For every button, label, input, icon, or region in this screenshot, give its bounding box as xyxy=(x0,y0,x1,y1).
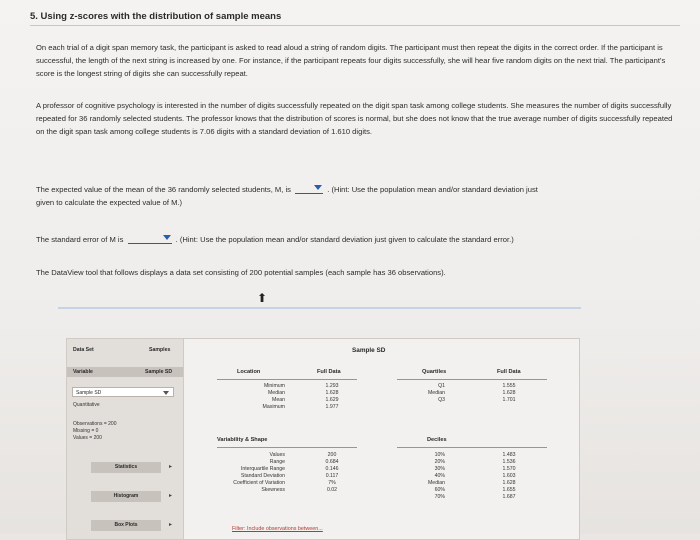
quartiles-divider xyxy=(397,379,547,380)
decile-label: 40% xyxy=(434,473,445,479)
chevron-down-icon xyxy=(314,185,322,190)
quartile-label-q1: Q1 xyxy=(438,383,445,389)
deciles-divider xyxy=(397,447,547,448)
quartile-value-q3: 1.701 xyxy=(502,397,516,403)
question-standard-error-text: The standard error of M is xyxy=(36,235,124,244)
deciles-header: Deciles xyxy=(427,437,447,443)
observations-count: Observations = 200 xyxy=(73,421,117,427)
variability-label: Coefficient of Variation xyxy=(233,480,285,486)
location-value-max: 1.977 xyxy=(325,404,339,410)
divider xyxy=(30,25,680,26)
sample-sd-label: Sample SD xyxy=(145,369,173,375)
variability-value: 0.684 xyxy=(325,459,339,465)
data-set-label: Data Set xyxy=(73,347,94,353)
expected-value-dropdown[interactable] xyxy=(295,184,323,194)
chevron-right-icon: ▸ xyxy=(169,493,173,499)
section-title: 5. Using z-scores with the distribution of sample means xyxy=(30,11,282,22)
separator-line xyxy=(58,307,581,309)
quartile-label-q3: Q3 xyxy=(438,397,445,403)
stats-title: Sample SD xyxy=(352,347,386,354)
box-plots-button[interactable]: Box Plots xyxy=(91,520,161,531)
dataview-tool xyxy=(66,338,580,540)
intro-paragraph: On each trial of a digit span memory task, the participant is asked to read aloud a string of random digits. The participant must then repeat the digits in the correct order. If the participant is successful, the length of the next string is increased by one. For instance, if the participant repeats four digits successfully, she will hear five random digits on the next trial. The participant's score is the longest string of digits she can successfully repeat. xyxy=(36,43,666,79)
decile-label: 70% xyxy=(434,494,445,500)
variability-label: Standard Deviation xyxy=(240,473,285,479)
variability-label: Values xyxy=(269,452,285,458)
variable-select[interactable] xyxy=(72,387,174,397)
variability-header: Variability & Shape xyxy=(217,437,268,443)
decile-label: Median xyxy=(427,480,445,486)
quartile-label-median: Median xyxy=(427,390,445,396)
chevron-down-icon xyxy=(163,235,171,240)
standard-error-dropdown[interactable] xyxy=(128,234,172,244)
values-count: Values = 200 xyxy=(73,435,102,441)
variability-label: Range xyxy=(269,459,285,465)
location-label-max: Maximum xyxy=(262,404,285,410)
missing-count: Missing = 0 xyxy=(73,428,99,434)
variability-value: 0.02 xyxy=(326,487,338,493)
quartiles-col-header: Full Data xyxy=(497,369,521,375)
decile-value: 1.687 xyxy=(502,494,516,500)
dataview-intro: The DataView tool that follows displays a data set consisting of 200 potential samples (each sample has 36 observations). xyxy=(36,268,446,277)
variability-label: Skewness xyxy=(261,487,285,493)
decile-value: 1.536 xyxy=(502,459,516,465)
samples-label: Samples xyxy=(149,347,171,353)
question-expected-value-hint-2: given to calculate the expected value of M.) xyxy=(36,198,183,207)
variability-value: 7% xyxy=(328,480,336,486)
filter-link[interactable]: Filter: Include observations between... xyxy=(232,526,323,532)
chevron-right-icon: ▸ xyxy=(169,522,173,528)
location-value-min: 1.293 xyxy=(325,383,339,389)
decile-label: 10% xyxy=(434,452,445,458)
decile-label: 20% xyxy=(434,459,445,465)
location-label-median: Median xyxy=(267,390,285,396)
location-label-mean: Mean xyxy=(272,397,285,403)
quartile-value-q1: 1.555 xyxy=(502,383,516,389)
quartiles-header: Quartiles xyxy=(422,369,447,375)
decile-label: 30% xyxy=(434,466,445,472)
variability-value: 200 xyxy=(327,452,337,458)
decile-value: 1.483 xyxy=(502,452,516,458)
variable-select-value: Sample SD xyxy=(76,390,102,396)
question-expected-value-hint: . (Hint: Use the population mean and/or standard deviation just xyxy=(327,185,538,194)
decile-value: 1.655 xyxy=(502,487,516,493)
location-col-header: Full Data xyxy=(317,369,341,375)
location-value-median: 1.628 xyxy=(325,390,339,396)
quartile-value-median: 1.628 xyxy=(502,390,516,396)
decile-value: 1.570 xyxy=(502,466,516,472)
scenario-paragraph: A professor of cognitive psychology is interested in the number of digits successfully repeated on the digit span task among college students. She measures the number of digits successfully repeated for 36 randomly selected students. The professor knows that the distribution of scores is normal, but she does not know that the true average number of digits successfully repeated on the digit span task among college students is 7.06 digits with a standard deviation of 1.610 digits. xyxy=(36,101,673,137)
variability-label: Interquartile Range xyxy=(240,466,285,472)
mouse-cursor-icon: ⬆ xyxy=(257,291,268,305)
statistics-button[interactable]: Statistics xyxy=(91,462,161,473)
variability-divider xyxy=(217,447,357,448)
variability-value: 0.117 xyxy=(325,473,339,479)
decile-label: 60% xyxy=(434,487,445,493)
location-value-mean: 1.629 xyxy=(325,397,339,403)
dataview-sidebar xyxy=(67,339,184,539)
question-standard-error-hint: . (Hint: Use the population mean and/or standard deviation just given to calculate the standard error.) xyxy=(175,235,514,244)
question-standard-error xyxy=(36,233,514,246)
variable-type: Quantitative xyxy=(73,402,100,408)
location-header: Location xyxy=(237,369,261,375)
chevron-right-icon: ▸ xyxy=(169,464,173,470)
location-divider xyxy=(217,379,357,380)
decile-value: 1.628 xyxy=(502,480,516,486)
location-label-min: Minimum xyxy=(263,383,285,389)
question-expected-value-text: The expected value of the mean of the 36 randomly selected students, M, is xyxy=(36,185,291,194)
question-expected-value xyxy=(36,183,538,209)
decile-value: 1.603 xyxy=(502,473,516,479)
variable-label: Variable xyxy=(73,369,93,375)
variability-value: 0.146 xyxy=(325,466,339,472)
chevron-down-icon xyxy=(163,391,169,395)
histogram-button[interactable]: Histogram xyxy=(91,491,161,502)
